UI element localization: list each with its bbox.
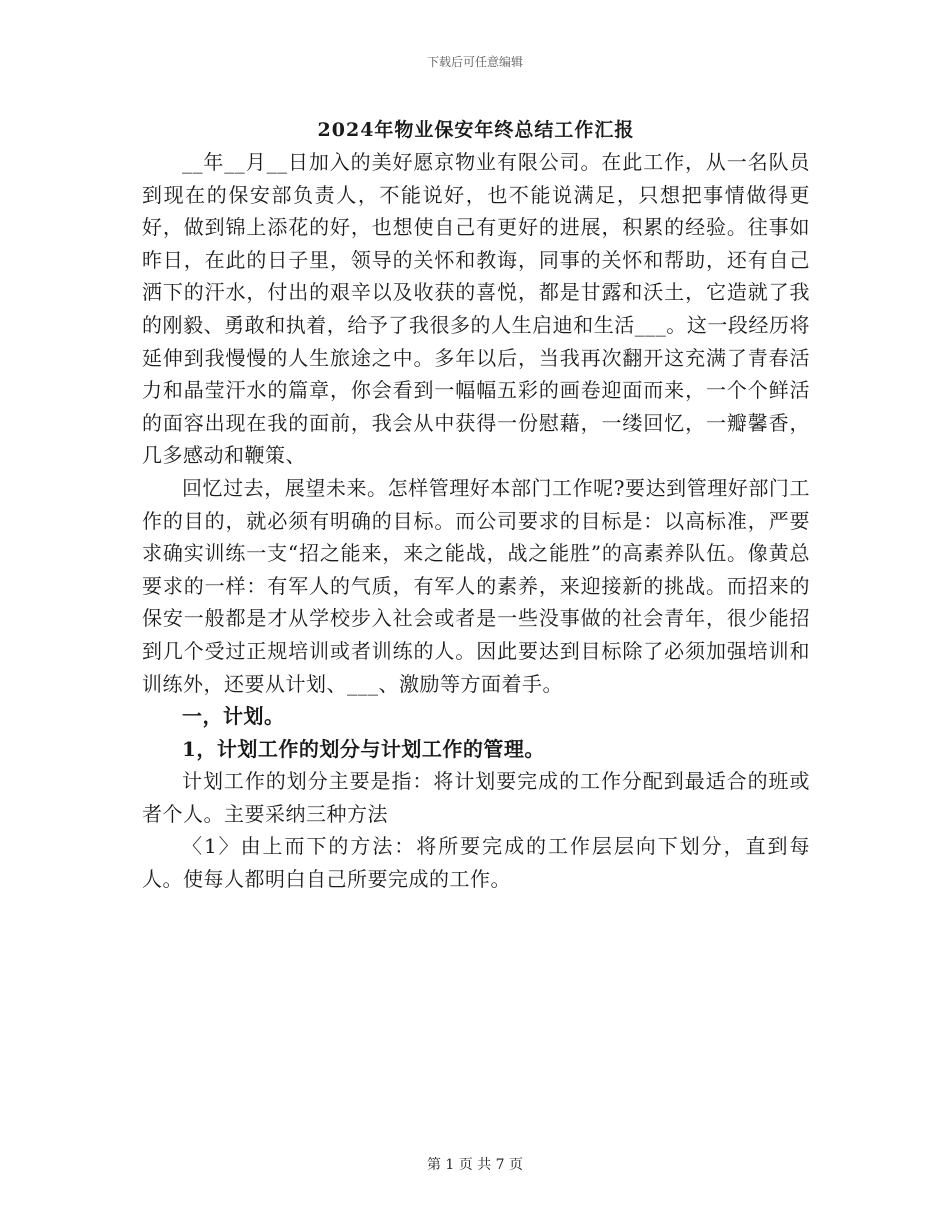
page-header: 下载后可任意编辑 — [426, 55, 523, 69]
subsection-heading-plan-division: 1，计划工作的划分与计划工作的管理。 — [182, 736, 545, 761]
section-heading-plan: 一，计划。 — [182, 704, 285, 729]
page-number-footer: 第 1 页 共 7 页 — [426, 1157, 524, 1173]
body-paragraph-1: __年__月__日加入的美好愿京物业有限公司。在此工作，从一名队员到现在的保安部负责人，不能说好，也不能说满足，只想把事情做得更好，做到锦上添花的好，也想使自己有更好的进展，积累的经验。往事如昨日，在此的日子里，领导的关怀和教诲，同事的关怀和帮助，还有自己洒下的汗水，付出的艰辛以及收获的喜悦，都是甘露和沃土，它造就了我的刚毅、勇敢和执着，给予了我很多的人生启迪和生活___。这一段经历将延伸到我慢慢的人生旅途之中。多年以后，当我再次翻开这充满了青春活力和晶莹汗水的篇章，你会看到一幅幅五彩的画卷迎面而来，一个个鲜活的面容出现在我的面前，我会从中获得一份慰藉，一缕回忆，一瓣馨香，几多感动和鞭策、 — [142, 150, 810, 468]
document-title: 2024年物业保安年终总结工作汇报 — [317, 119, 635, 141]
body-paragraph-4: 〈1〉由上而下的方法：将所要完成的工作层层向下划分，直到每人。使每人都明白自己所要完成的工作。 — [142, 834, 810, 892]
document-body — [142, 114, 810, 896]
body-paragraph-3: 计划工作的划分主要是指：将计划要完成的工作分配到最适合的班或者个人。主要采纳三种方法 — [142, 769, 810, 826]
body-paragraph-2: 回忆过去，展望未来。怎样管理好本部门工作呢?要达到管理好部门工作的目的，就必须有明确的目标。而公司要求的目标是：以高标准，严要求确实训练一支“招之能来，来之能战，战之能胜”的高素养队伍。像黄总要求的一样：有军人的气质，有军人的素养，来迎接新的挑战。而招来的保安一般都是才从学校步入社会或者是一些没事做的社会青年，很少能招到几个受过正规培训或者训练的人。因此要达到目标除了必须加强培训和训练外，还要从计划、___、激励等方面着手。 — [142, 475, 810, 696]
